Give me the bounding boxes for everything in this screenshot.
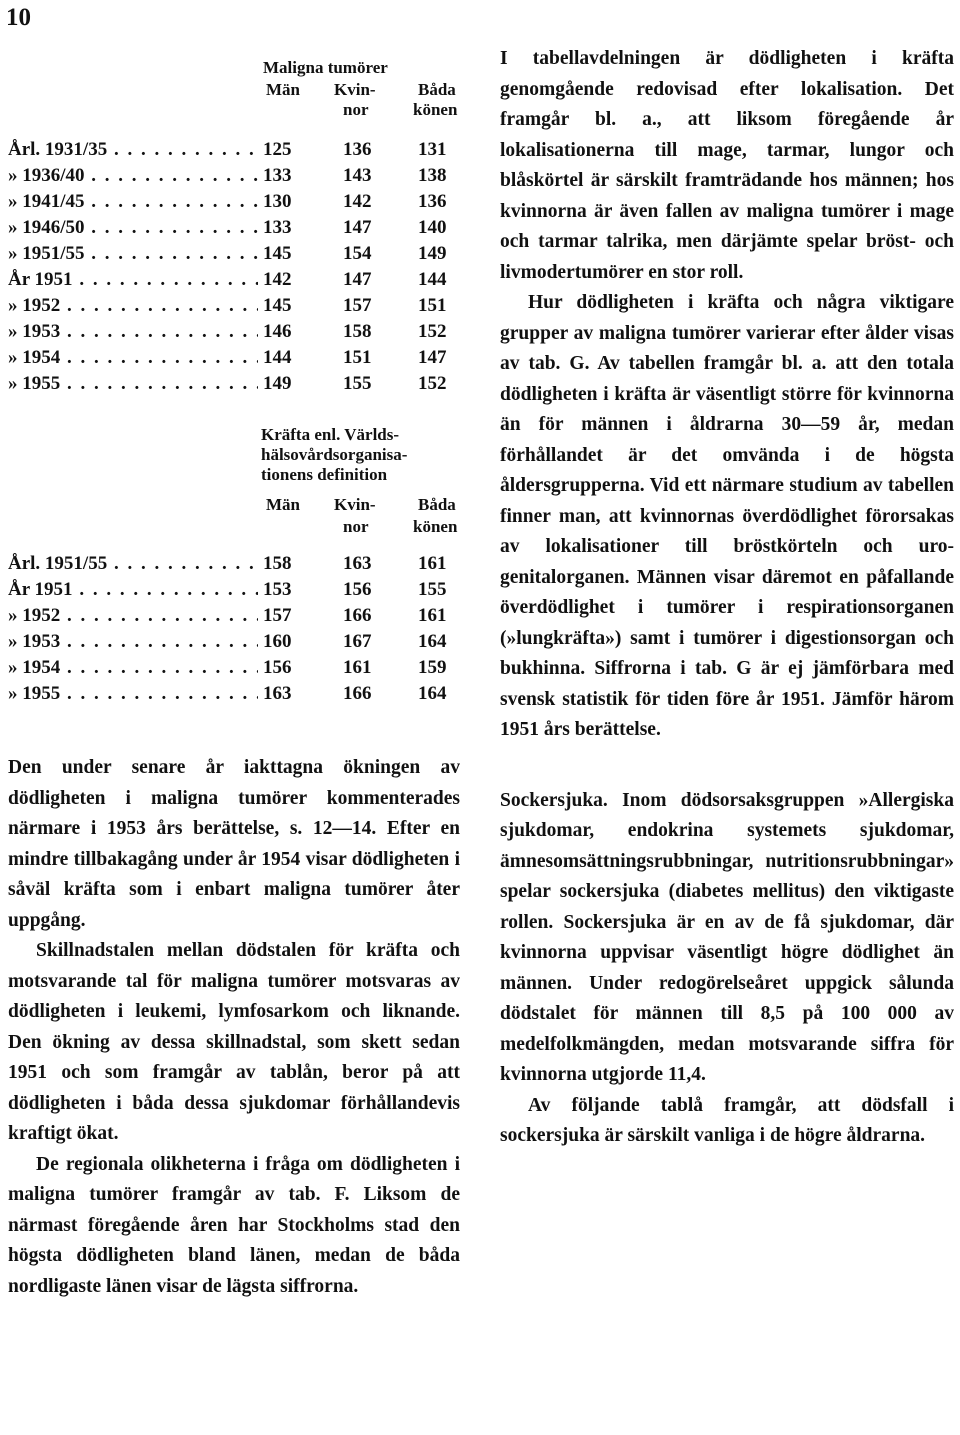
table2-col-women: Kvin- [334, 495, 376, 514]
table-row [8, 215, 478, 241]
cell-both: 164 [418, 631, 447, 652]
cell-both: 159 [418, 657, 447, 678]
table1-col-men: Män [266, 80, 300, 99]
table-row [8, 319, 478, 345]
cell-both: 147 [418, 347, 447, 368]
cell-men: 146 [263, 321, 292, 342]
cell-both: 161 [418, 553, 447, 574]
cell-both: 149 [418, 243, 447, 264]
cell-women: 166 [343, 605, 372, 626]
right-paragraph-1: I tabellavdelningen är dödligheten i kräfta genomgående redovisad efter lokalisation. Det framgår bl. a., att liksom föregående år lokalisationerna till mage, tarmar, lungor och blåskörtel är särskilt framträdande hos männen; hos kvinnorna är även fallen av maligna tumörer i mage och tarmar talrika, men därjämte spelar bröst- och livmodertumörer en stor roll. [500, 48, 954, 283]
row-label: » 1953 . . . [8, 319, 258, 345]
cell-men: 163 [263, 683, 292, 704]
cell-men: 157 [263, 605, 292, 626]
table-row [8, 293, 478, 319]
cell-women: 147 [343, 217, 372, 238]
cell-men: 160 [263, 631, 292, 652]
cell-women: 157 [343, 295, 372, 316]
right-text-column [500, 44, 954, 1152]
cell-women: 151 [343, 347, 372, 368]
table2-col-men: Män [266, 495, 300, 514]
cell-men: 145 [263, 243, 292, 264]
table-maligna-tumorer [8, 58, 478, 398]
cell-women: 166 [343, 683, 372, 704]
table-krafta [8, 425, 478, 715]
row-label: » 1952 . . . [8, 603, 258, 629]
cell-men: 130 [263, 191, 292, 212]
row-label: » 1951/55 . . . [8, 241, 258, 267]
row-label: Årl. 1951/55 . . . [8, 551, 258, 577]
cell-women: 142 [343, 191, 372, 212]
right-paragraph-2: Hur dödligheten i kräfta och några viktigare grupper av maligna tumörer varierar efter ålder visas av tab. G. Av tabellen framgår bl. a. att den totala dödligheten i kräfta är väsentligt större för kvinnorna än för männen i åldrarna 30—59 år, medan förhållandet är det omvända i de högsta åldersgrupperna. Vid ett närmare studium av tabellen finner man, att kvinnornas överdödlighet förorsakas av lokalisationer till bröstkörteln och uro-genitalorganen. Männen visar däremot en påfallande överdödlighet i tumörer i respirationsorganen (»lungkräfta») samt i tumörer i digestionsorgan och bukhinna. Siffrorna i tab. G är ej jämförbara med svensk statistik för tiden före år 1951. Jämför härom 1951 års berättelse. [500, 292, 954, 740]
cell-both: 161 [418, 605, 447, 626]
table-row [8, 577, 478, 603]
row-label: » 1946/50 . . . [8, 215, 258, 241]
table2-col-both: Båda [418, 495, 456, 514]
row-label: År 1951 . . . [8, 267, 258, 293]
cell-both: 140 [418, 217, 447, 238]
cell-men: 133 [263, 165, 292, 186]
table2-col-women-2: nor [343, 517, 369, 536]
table-row [8, 681, 478, 707]
row-label: » 1953 . . . [8, 629, 258, 655]
cell-both: 151 [418, 295, 447, 316]
page-number: 10 [6, 4, 31, 31]
table-row [8, 163, 478, 189]
row-label: » 1954 . . . [8, 655, 258, 681]
cell-women: 158 [343, 321, 372, 342]
cell-women: 143 [343, 165, 372, 186]
cell-both: 144 [418, 269, 447, 290]
cell-both: 152 [418, 321, 447, 342]
cell-women: 167 [343, 631, 372, 652]
table1-col-both: Båda [418, 80, 456, 99]
table2-title-line-2: hälsovårdsorganisa- [261, 445, 408, 464]
cell-women: 155 [343, 373, 372, 394]
cell-men: 145 [263, 295, 292, 316]
row-label: » 1936/40 . . . [8, 163, 258, 189]
table-row [8, 137, 478, 163]
cell-women: 163 [343, 553, 372, 574]
left-paragraph-2: Skillnadstalen mellan dödstalen för kräfta och motsvarande tal för maligna tumörer motsvaras av dödligheten i leukemi, lymfosarkom och liknande. Den ökning av dessa skillnadstal, som skett sedan 1951 och som framgår av tablån, beror på att dödligheten i båda dessa sjukdomar förhållandevis kraftigt ökat. [8, 940, 460, 1144]
table-row [8, 655, 478, 681]
cell-men: 133 [263, 217, 292, 238]
table-row [8, 603, 478, 629]
row-label: » 1955 . . . [8, 681, 258, 707]
cell-both: 131 [418, 139, 447, 160]
row-label: Årl. 1931/35 . . . [8, 137, 258, 163]
table1-col-women-2: nor [343, 100, 369, 119]
table-row [8, 629, 478, 655]
row-label: År 1951 . . . [8, 577, 258, 603]
cell-both: 138 [418, 165, 447, 186]
cell-women: 161 [343, 657, 372, 678]
cell-both: 136 [418, 191, 447, 212]
cell-men: 153 [263, 579, 292, 600]
table-row [8, 267, 478, 293]
left-paragraph-1: Den under senare år iakttagna ökningen av dödligheten i maligna tumörer kommenterades närmare i 1953 års berättelse, s. 12—14. Efter en mindre tillbakagång under år 1954 visar dödligheten i såväl kräfta som i enbart maligna tumörer åter uppgång. [8, 757, 460, 931]
left-text-column [8, 753, 460, 1302]
cell-both: 155 [418, 579, 447, 600]
cell-women: 154 [343, 243, 372, 264]
cell-men: 142 [263, 269, 292, 290]
right-paragraph-sockersjuka: Sockersjuka. Inom dödsorsaksgruppen »Allergiska sjukdomar, endokrina systemets sjukdomar, ämnesomsättningsrubbningar, nutritionsrubbningar» spelar sockersjuka (diabetes mellitus) den viktigaste rollen. Sockersjuka är en av de få sjukdomar, där kvinnorna uppvisar väsentligt högre dödlighet än männen. Under redogörelseåret uppgick sålunda dödstalet för männen till 8,5 på 100 000 av medelfolkmängden, medan motsvarande siffra för kvinnorna utgjorde 11,4. [500, 789, 954, 1085]
table2-col-both-2: könen [413, 517, 458, 536]
row-label: » 1952 . . . [8, 293, 258, 319]
cell-both: 152 [418, 373, 447, 394]
cell-women: 136 [343, 139, 372, 160]
table2-title-line-3: tionens definition [261, 465, 388, 484]
cell-men: 149 [263, 373, 292, 394]
cell-both: 164 [418, 683, 447, 704]
row-label: » 1941/45 . . . [8, 189, 258, 215]
row-label: » 1954 . . . [8, 345, 258, 371]
cell-men: 144 [263, 347, 292, 368]
cell-women: 147 [343, 269, 372, 290]
cell-women: 156 [343, 579, 372, 600]
cell-men: 125 [263, 139, 292, 160]
table1-col-both-2: könen [413, 100, 458, 119]
cell-men: 158 [263, 553, 292, 574]
table-row [8, 551, 478, 577]
table1-title: Maligna tumörer [263, 58, 388, 77]
cell-men: 156 [263, 657, 292, 678]
table-row [8, 345, 478, 371]
table2-title-line-1: Kräfta enl. Världs- [261, 425, 400, 444]
table1-col-women: Kvin- [334, 80, 376, 99]
row-label: » 1955 . . . [8, 371, 258, 397]
table-row [8, 371, 478, 397]
left-paragraph-3: De regionala olikheterna i fråga om dödligheten i maligna tumörer framgår av tab. F. Liksom de närmast föregående åren har Stockholms stad den högsta dödligheten bland länen, medan de båda nordligaste länen visar de lägsta siffrorna. [8, 1153, 460, 1297]
right-paragraph-4: Av följande tablå framgår, att dödsfall i sockersjuka är särskilt vanliga i de högre åldrarna. [500, 1094, 954, 1146]
table-row [8, 189, 478, 215]
table-row [8, 241, 478, 267]
